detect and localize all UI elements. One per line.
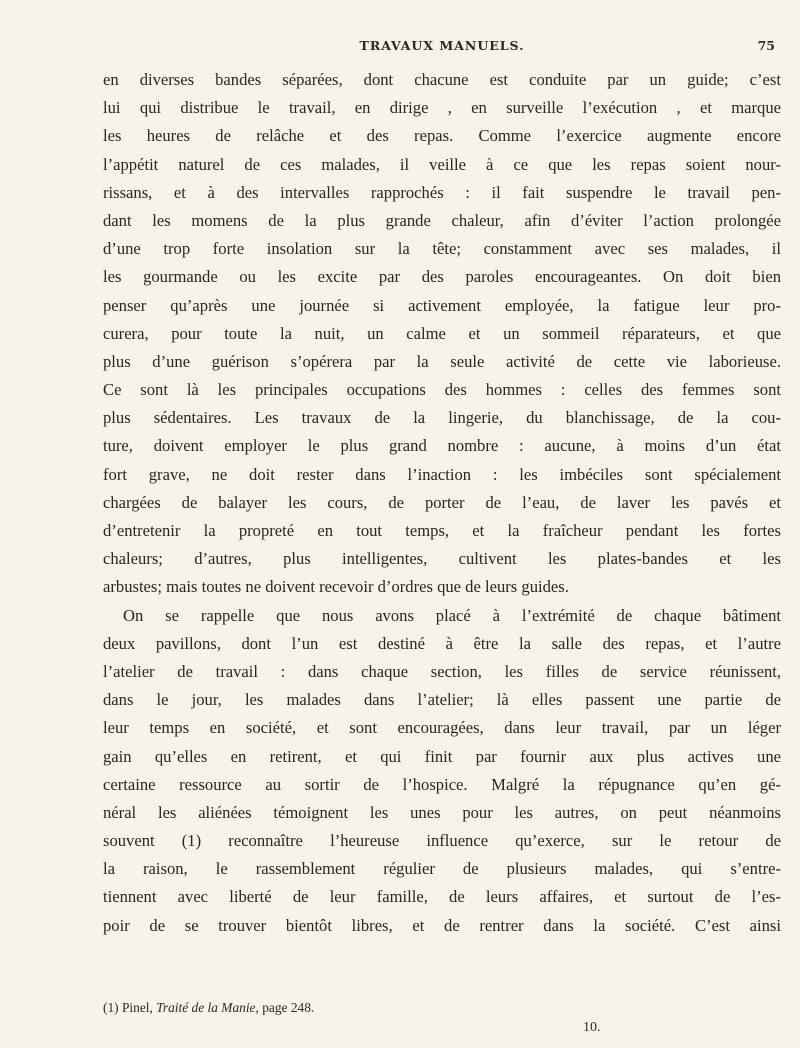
text-line: plus sédentaires. Les travaux de la lingerie, du blanchissage, de la cou- — [103, 408, 781, 428]
running-head — [103, 38, 781, 58]
text-line: les gourmande ou les excite par des paroles encourageantes. On doit bien — [103, 267, 781, 287]
text-line: Ce sont là les principales occupations des hommes : celles des femmes sont — [103, 380, 781, 400]
body-text — [103, 66, 781, 940]
text-line: l’atelier de travail : dans chaque section, les filles de service réunissent, — [103, 661, 781, 681]
running-title: TRAVAUX MANUELS. — [359, 38, 525, 53]
footnote-marker: (1) Pinel, — [103, 1000, 157, 1015]
text-line: leur temps en société, et sont encouragées, dans leur travail, par un léger — [103, 718, 781, 738]
text-line: lui qui distribue le travail, en dirige , en surveille l’exécution , et marque — [103, 98, 781, 118]
text-line: en diverses bandes séparées, dont chacune est conduite par un guide; c’est — [103, 70, 781, 89]
text-line: certaine ressource au sortir de l’hospice. Malgré la répugnance qu’en gé- — [103, 774, 781, 794]
text-line: gain qu’elles en retirent, et qui finit par fournir aux plus actives une — [103, 746, 781, 766]
text-line: tiennent avec liberté de leur famille, de leurs affaires, et surtout de l’es- — [103, 887, 781, 907]
text-line: poir de se trouver bientôt libres, et de rentrer dans la société. C’est ainsi — [103, 915, 781, 935]
page-number: 75 — [757, 38, 775, 53]
footnote-title: Traité de la Manie — [156, 1000, 256, 1015]
signature-mark: 10. — [583, 1020, 601, 1035]
text-line: chargées de balayer les cours, de porter de l’eau, de laver les pavés et — [103, 492, 781, 512]
footnote — [103, 1000, 314, 1016]
text-line: fort grave, ne doit rester dans l’inaction : les imbéciles sont spécialement — [103, 464, 781, 484]
text-line: souvent (1) reconnaître l’heureuse influence qu’exerce, sur le retour de — [103, 831, 781, 851]
text-line: rissans, et à des intervalles rapprochés : il fait suspendre le travail pen- — [103, 182, 781, 202]
text-line: d’une trop forte insolation sur la tête; constamment avec ses malades, il — [103, 239, 781, 259]
text-line: chaleurs; d’autres, plus intelligentes, cultivent les plates-bandes et les — [103, 549, 781, 569]
text-line: deux pavillons, dont l’un est destiné à être la salle des repas, et l’autre — [103, 633, 781, 653]
text-line: l’appétit naturel de ces malades, il veille à ce que les repas soient nour- — [103, 154, 781, 174]
text-line: plus d’une guérison s’opérera par la seule activité de cette vie laborieuse. — [103, 351, 781, 371]
text-line: la raison, le rassemblement régulier de plusieurs malades, qui s’entre- — [103, 859, 781, 879]
text-line: d’entretenir la propreté en tout temps, et la fraîcheur pendant les fortes — [103, 521, 781, 540]
text-line: arbustes; mais toutes ne doivent recevoir d’ordres que de leurs guides. — [103, 577, 569, 597]
text-line: penser qu’après une journée si activement employée, la fatigue leur pro- — [103, 295, 781, 315]
text-line: dans le jour, les malades dans l’atelier; là elles passent une partie de — [103, 690, 781, 710]
text-line: dant les momens de la plus grande chaleur, afin d’éviter l’action prolongée — [103, 210, 781, 230]
text-line: curera, pour toute la nuit, un calme et un sommeil réparateurs, et que — [103, 323, 781, 343]
text-line: ture, doivent employer le plus grand nombre : aucune, à moins d’un état — [103, 436, 781, 456]
footnote-rest: , page 248. — [255, 1000, 315, 1015]
text-line: néral les aliénées témoignent les unes pour les autres, on peut néanmoins — [103, 802, 781, 822]
text-line: On se rappelle que nous avons placé à l’extrémité de chaque bâtiment — [123, 605, 781, 625]
text-line: les heures de relâche et des repas. Comme l’exercice augmente encore — [103, 126, 781, 146]
